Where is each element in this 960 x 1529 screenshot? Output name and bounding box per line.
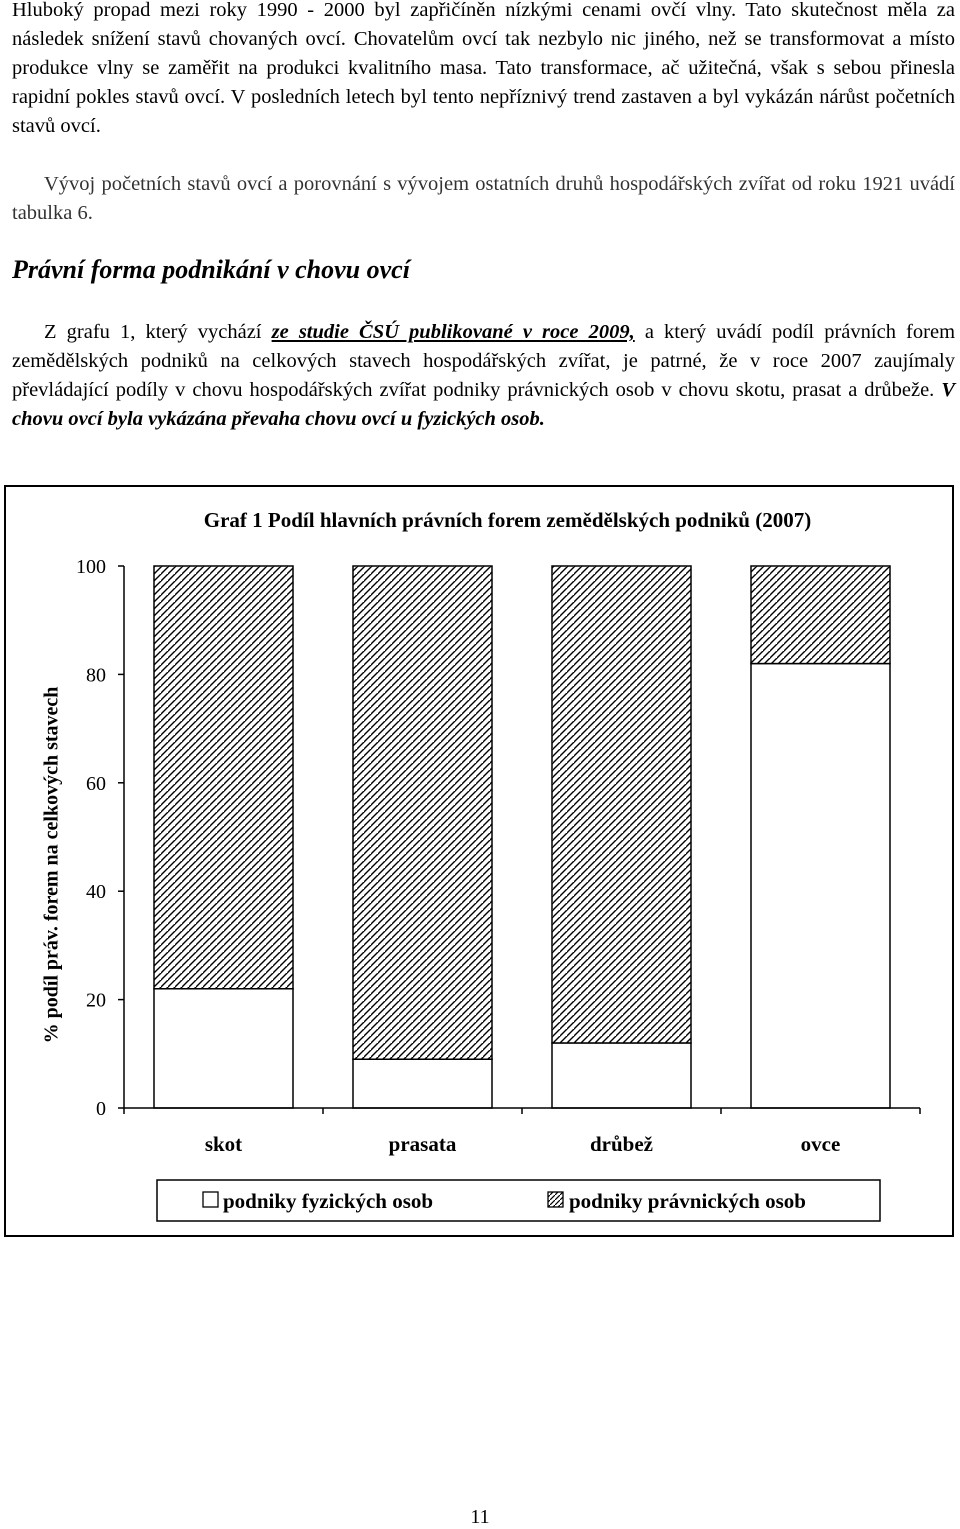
y-tick-label: 80	[86, 664, 106, 687]
paragraph-sheep-decline: Hluboký propad mezi roky 1990 - 2000 byl zapřičíněn nízkými cenami ovčí vlny. Tato skutečnost měla za následek snížení stavů chovaných ovcí. Chovatelům ovcí tak nezbylo nic jiného, než se transformovat a místo produkce vlny se zaměřit na produkci kvalitního masa. Tato transformace, ač užitečná, však s sebou přinesla rapidní pokles stavů ovcí. V posledních letech byl tento nepříznivý trend zastaven a byl vykázán nárůst početních stavů ovcí.	[12, 0, 955, 137]
bar-fyzicke-osoby-1	[353, 1059, 492, 1108]
y-tick-label: 20	[86, 989, 106, 1012]
x-category-label: drůbež	[590, 1132, 653, 1156]
section-heading: Právní forma podnikání v chovu ovcí	[12, 255, 410, 284]
legend-label: podniky právnických osob	[569, 1189, 806, 1213]
x-category-label: skot	[204, 1132, 243, 1156]
legend-swatch	[203, 1192, 218, 1207]
paragraph-table-reference-text: Vývoj početních stavů ovcí a porovnání s vývojem ostatních druhů hospodářských zvířat od roku 1921 uvádí tabulka 6.	[12, 173, 955, 224]
x-category-label: prasata	[388, 1132, 457, 1156]
legend-label: podniky fyzických osob	[223, 1189, 434, 1213]
bar-fyzicke-osoby-0	[154, 989, 293, 1108]
paragraph-legal-forms-body: a který uvádí podíl právních forem zemědělských podniků na celkových stavech hospodářských zvířat, je patrné, že v roce 2007 zaujímaly převládající podíly v chovu hospodářských zvířat podniky právnických osob v chovu skotu, prasat a drůbeže.	[12, 321, 956, 401]
y-tick-label: 40	[86, 881, 106, 904]
x-category-label: ovce	[800, 1132, 841, 1156]
y-tick-label: 100	[76, 556, 106, 578]
chart-y-axis-label: % podíl práv. forem na celkových stavech	[40, 686, 63, 1044]
legend-swatch	[548, 1192, 563, 1207]
bar-pravnicke-osoby-1	[353, 566, 492, 1059]
paragraph-legal-forms-intro: Z grafu 1, který vychází	[44, 321, 272, 343]
bar-fyzicke-osoby-2	[552, 1043, 691, 1108]
paragraph-legal-forms-conclusion: V chovu ovcí byla vykázána převaha chovu ovcí u fyzických osob.	[12, 379, 955, 430]
chart-title: Graf 1 Podíl hlavních právních forem zemědělských podniků (2007)	[203, 508, 812, 532]
page-number: 11	[470, 1506, 490, 1528]
bar-fyzicke-osoby-3	[751, 664, 890, 1108]
bar-pravnicke-osoby-0	[154, 566, 293, 989]
y-tick-label: 60	[86, 772, 106, 795]
bar-pravnicke-osoby-3	[751, 566, 890, 664]
bar-pravnicke-osoby-2	[552, 566, 691, 1043]
y-tick-label: 0	[96, 1098, 106, 1120]
study-reference: ze studie ČSÚ publikované v roce 2009,	[271, 321, 635, 343]
